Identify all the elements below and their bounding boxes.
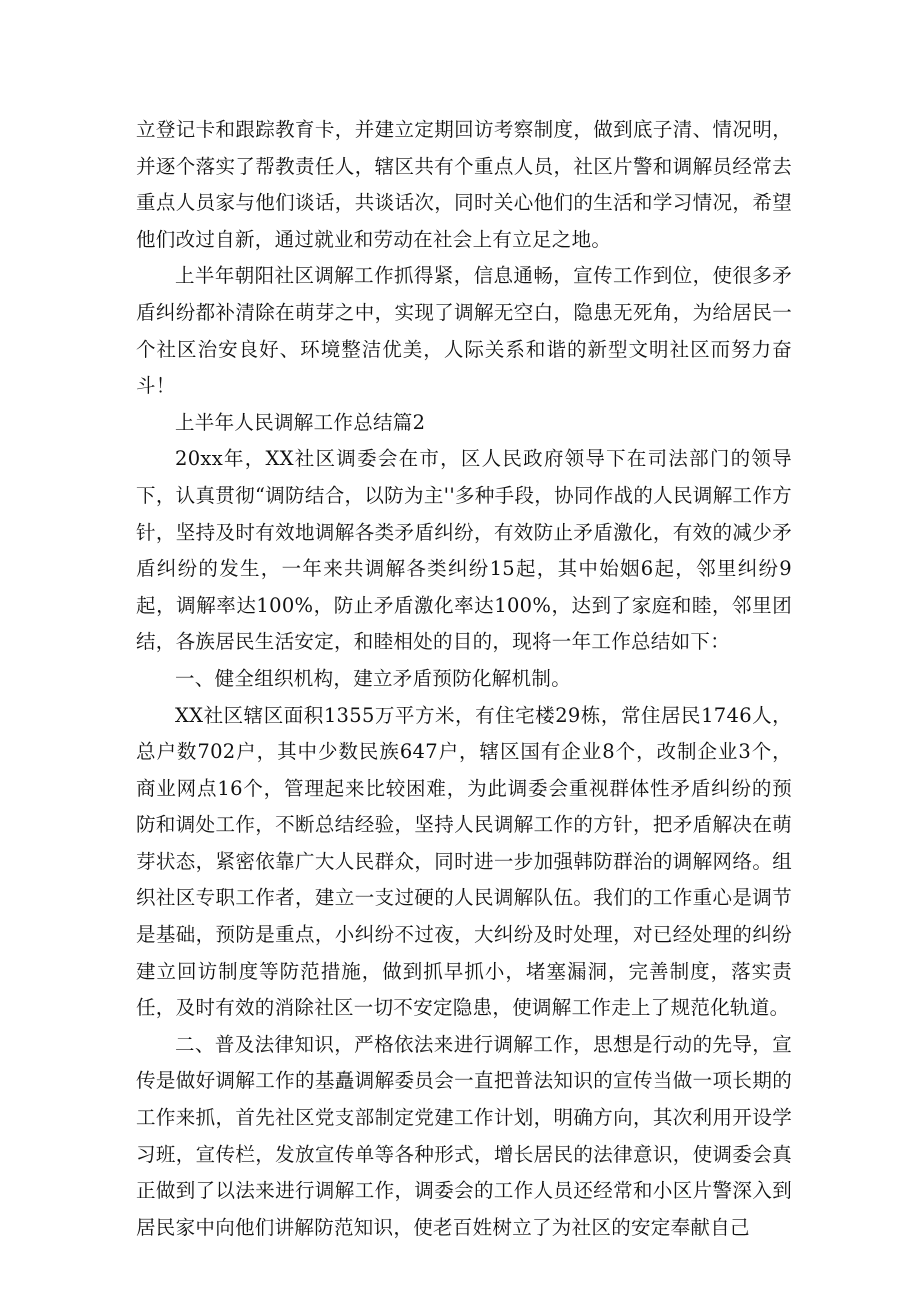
paragraph-intro: 20xx年，XX社区调委会在市，区人民政府领导下在司法部门的领导下，认真贯彻“调防结合，以防为主''多种手段，协同作战的人民调解工作方针，坚持及时有效地调解各类矛盾纠纷，有效防止矛盾激化，有效的减少矛盾纠纷的发生，一年来共调解各类纠纷15起，其中始姻6起，邻里纠纷9起，调解率达100%，防止矛盾激化率达100%，达到了家庭和睦，邻里团结，各族居民生活安定，和睦相处的目的，现将一年工作总结如下： [136, 447, 792, 654]
subheading-one: 一、健全组织机构，建立矛盾预防化解机制。 [175, 666, 572, 690]
paragraph-organization: XX社区辖区面积1355万平方米，有住宅楼29栋，常住居民1746人，总户数702户，其中少数民族647户，辖区国有企业8个，改制企业3个，商业网点16个，管理起来比较困难，为此调委会重视群体性矛盾纠纷的预防和调处工作，不断总结经验，坚持人民调解工作的方针，把矛盾解决在萌芽状态，紧密依靠广大人民群众，同时进一步加强韩防群治的调解网络。组织社区专职工作者，建立一支过硬的人民调解队伍。我们的工作重心是调节是基础，预防是重点，小纠纷不过夜，大纠纷及时处理，对已经处理的纠纷建立回访制度等防范措施，做到抓早抓小，堵塞漏洞，完善制度，落实责任，及时有效的消除社区一切不安定隐患，使调解工作走上了规范化轨道。 [136, 703, 792, 1020]
document-body [136, 112, 792, 1246]
paragraph-continuation: 立登记卡和跟踪教育卡，并建立定期回访考察制度，做到底子清、情况明，并逐个落实了帮教责任人，辖区共有个重点人员，社区片警和调解员经常去重点人员家与他们谈话，共谈话次，同时关心他们的生活和学习情况，希望他们改过自新，通过就业和劳动在社会上有立足之地。 [136, 118, 792, 251]
section-title: 上半年人民调解工作总结篇2 [175, 410, 426, 434]
paragraph-legal-knowledge: 二、普及法律知识，严格依法来进行调解工作，思想是行动的先导，宣传是做好调解工作的基矗调解委员会一直把普法知识的宣传当做一项长期的工作来抓，首先社区党支部制定党建工作计划，明确方向，其次利用开设学习班，宣传栏，发放宣传单等各种形式，增长居民的法律意识，使调委会真正做到了以法来进行调解工作，调委会的工作人员还经常和小区片警深入到居民家中向他们讲解防范知识，使老百姓树立了为社区的安定奉献自己 [136, 1032, 792, 1239]
paragraph-summary: 上半年朝阳社区调解工作抓得紧，信息通畅，宣传工作到位，使很多矛盾纠纷都补清除在萌芽之中，实现了调解无空白，隐患无死角，为给居民一个社区治安良好、环境整洁优美，人际关系和谐的新型文明社区而努力奋斗！ [136, 264, 792, 398]
